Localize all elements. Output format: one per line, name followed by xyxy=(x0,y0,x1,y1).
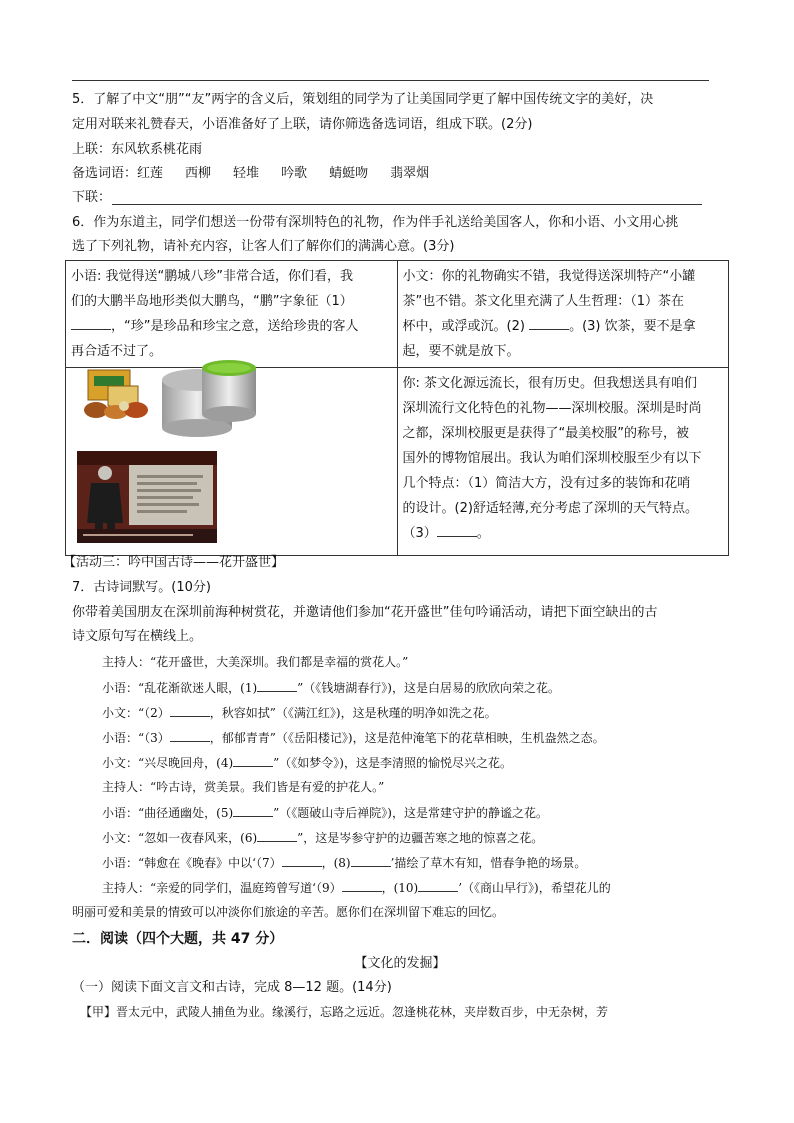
candidate-word: 西柳 xyxy=(185,166,212,181)
you-line: 深圳流行文化特色的礼物——深圳校服。深圳是时尚 xyxy=(402,401,702,416)
you-line: 国外的博物馆展出。我认为咱们深圳校服至少有以下 xyxy=(402,451,702,466)
answer-blank[interactable] xyxy=(351,854,391,867)
answer-blank[interactable] xyxy=(437,524,477,537)
school-uniform-museum-photo xyxy=(77,451,217,543)
pengcheng-gift-box-image xyxy=(80,366,152,422)
answer-blank[interactable] xyxy=(257,829,297,842)
activity-three-heading: 【活动三：吟中国古诗——花开盛世】 xyxy=(63,555,285,570)
answer-blank[interactable] xyxy=(170,704,210,717)
host-line-continued: 明丽可爱和美景的情致可以冲淡你们旅途的辛苦。愿你们在深圳留下难忘的回忆。 xyxy=(72,905,505,919)
reading-part-one-heading: （一）阅读下面文言文和古诗，完成 8—12 题。(14分) xyxy=(72,980,392,995)
answer-blank[interactable] xyxy=(257,679,297,692)
answer-blank[interactable] xyxy=(233,804,273,817)
you-line: 你: 茶文化源远流长，很有历史。但我想送具有咱们 xyxy=(402,376,698,391)
answer-blank[interactable] xyxy=(529,317,569,330)
you-cell xyxy=(397,368,729,556)
q5-stem-line2: 定用对联来礼赞春天，小语准备好了上联，请你筛选备选词语，组成下联。(2分) xyxy=(72,117,533,132)
small-tea-can-image xyxy=(150,360,268,440)
q7-intro-line1: 你带着美国朋友在深圳前海种树赏花，并邀请他们参加“花开盛世”佳句吟诵活动，请把下面空缺出的古 xyxy=(72,605,658,620)
q6-stem-line2: 选了下列礼物，请补充内容，让客人们了解你们的满满心意。(3分) xyxy=(72,239,455,254)
answer-blank[interactable] xyxy=(418,879,458,892)
xiaoyu-line: 再合适不过了。 xyxy=(71,344,163,359)
q5-lower-couplet-answer-line[interactable] xyxy=(112,204,702,205)
answer-line-top xyxy=(72,80,709,81)
section-two-title: 二．阅读（四个大题，共 47 分） xyxy=(72,931,284,947)
xiaowen-line: 小文：你的礼物确实不错，我觉得送深圳特产“小罐 xyxy=(402,269,696,284)
xiaowen-line: 茶”也不错。茶文化里充满了人生哲理：（1）茶在 xyxy=(402,294,685,309)
q5-lower-couplet-label: 下联： xyxy=(72,190,112,205)
xiaowen-line: 小文：“（2） ，秋容如拭”（《满江红》)，这是秋瑾的明净如洗之花。 xyxy=(102,706,497,720)
you-line: 的设计。(2)舒适轻薄,充分考虑了深圳的天气特点。 xyxy=(402,501,699,516)
q6-stem-line1: 6．作为东道主，同学们想送一份带有深圳特色的礼物，作为伴手礼送给美国客人，你和小语、小文用心挑 xyxy=(72,215,679,230)
q7-intro-line2: 诗文原句写在横线上。 xyxy=(72,629,203,644)
xiaowen-line: 杯中，或浮或沉。(2) xyxy=(402,319,525,334)
you-line: （3） xyxy=(402,526,437,541)
host-line: 主持人：“亲爱的同学们，温庭筠曾写道‘（9） ，(10) ’（《商山早行》)，希望花儿的 xyxy=(102,881,611,895)
xiaoyu-line: 小语：“曲径通幽处，(5) ”（《题破山寺后禅院》)，这是常建守护的静谧之花。 xyxy=(102,806,548,820)
q5-candidates xyxy=(72,165,451,183)
you-line: 之都，深圳校服更是获得了“最美校服”的称号，被 xyxy=(402,426,689,441)
xiaowen-line: 起，要不就是放下。 xyxy=(402,344,520,359)
answer-blank[interactable] xyxy=(170,729,210,742)
you-line: 几个特点：（1）简洁大方，没有过多的装饰和花哨 xyxy=(402,476,691,491)
you-line: 。 xyxy=(476,526,490,541)
xiaoyu-line: 小语：“韩愈在《晚春》中以‘（7） ，(8) ’描绘了草木有知，惜春争艳的场景。 xyxy=(102,856,587,870)
candidate-word: 吟歌 xyxy=(281,166,308,181)
xiaoyu-cell xyxy=(66,261,398,368)
passage-jia-first-line: 【甲】晋太元中，武陵人捕鱼为业。缘溪行，忘路之远近。忽逢桃花林，夹岸数百步，中无杂树，芳 xyxy=(80,1005,609,1019)
candidate-word: 蜻蜓吻 xyxy=(329,166,369,181)
q7-stem: 7．古诗词默写。(10分) xyxy=(72,580,211,595)
answer-blank[interactable] xyxy=(282,854,322,867)
xiaowen-line: 小文：“忽如一夜春风来，(6) ”，这是岑参守护的边疆苦寒之地的惊喜之花。 xyxy=(102,831,544,845)
xiaowen-line: 。(3) 饮茶，要不是拿 xyxy=(569,319,696,334)
answer-blank[interactable] xyxy=(233,754,273,767)
xiaoyu-line: ，“珍”是珍品和珍宝之意，送给珍贵的客人 xyxy=(111,319,359,334)
candidate-word: 轻堆 xyxy=(233,166,260,181)
candidate-word: 红莲 xyxy=(137,166,164,181)
section-two-subtitle: 【文化的发掘】 xyxy=(354,956,446,971)
answer-blank[interactable] xyxy=(71,317,111,330)
xiaoyu-line: 小语：“（3） ，郁郁青青”（《岳阳楼记》)，这是范仲淹笔下的花草相映，生机盎然之态。 xyxy=(102,731,605,745)
xiaowen-line: 小文：“兴尽晚回舟，(4) ”（《如梦令》)，这是李清照的愉悦尽兴之花。 xyxy=(102,756,512,770)
xiaoyu-line: 们的大鹏半岛地形类似大鹏鸟，“鹏”字象征（1） xyxy=(71,294,353,309)
xiaoyu-line: 小语：“乱花渐欲迷人眼，(1) ”（《钱塘湖春行》)，这是白居易的欣欣向荣之花。 xyxy=(102,681,560,695)
host-line: 主持人：“花开盛世，大美深圳。我们都是幸福的赏花人。” xyxy=(102,655,409,669)
answer-blank[interactable] xyxy=(342,879,382,892)
xiaoyu-line: 小语: 我觉得送“鹏城八珍”非常合适，你们看，我 xyxy=(71,269,353,284)
candidate-word: 翡翠烟 xyxy=(390,166,430,181)
q5-upper-couplet: 上联：东风软系桃花雨 xyxy=(72,142,203,157)
q5-stem-line1: 5．了解了中文“朋”“友”两字的含义后，策划组的同学为了让美国同学更了解中国传统文字的美好，决 xyxy=(72,92,654,107)
xiaowen-cell xyxy=(397,261,729,368)
q5-candidates-label: 备选词语： xyxy=(72,166,138,181)
host-line: 主持人：“吟古诗，赏美景。我们皆是有爱的护花人。” xyxy=(102,780,385,794)
